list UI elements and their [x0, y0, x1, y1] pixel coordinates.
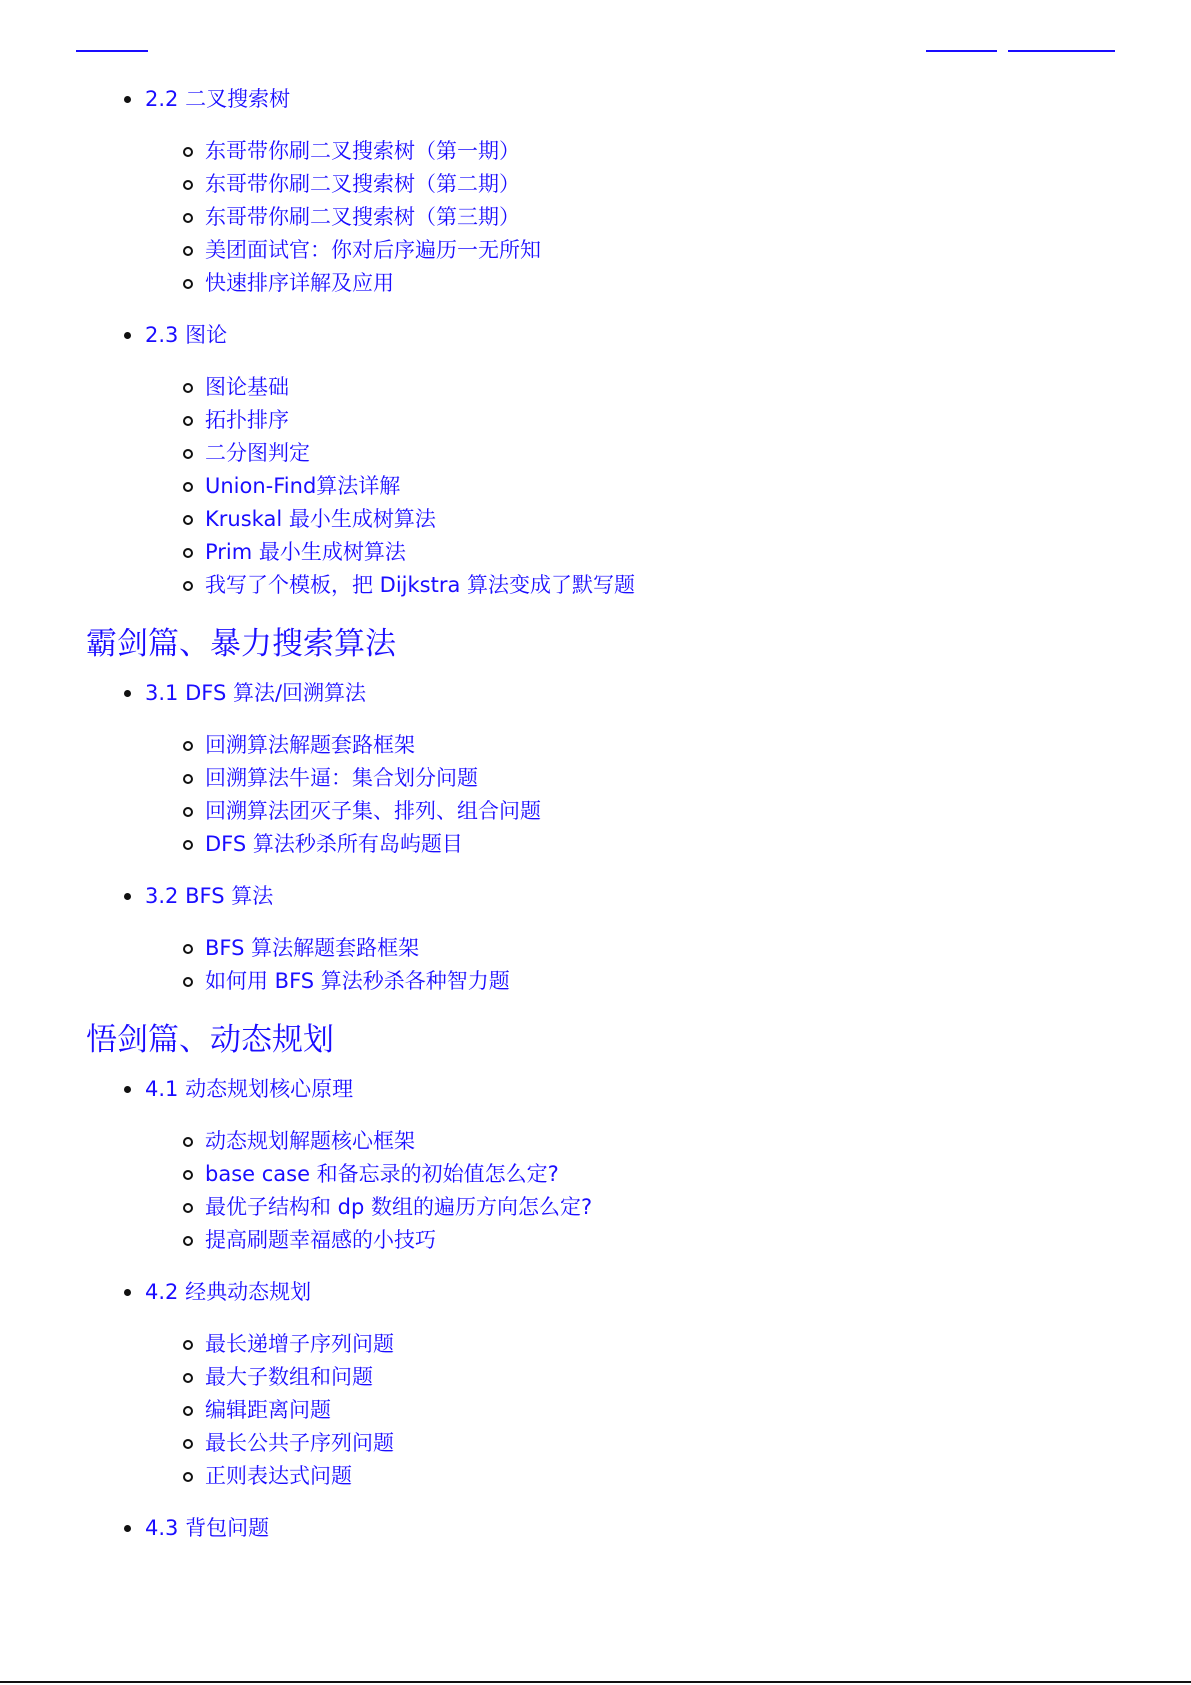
circle-bullet-icon	[183, 1170, 193, 1180]
disc-bullet-icon	[124, 690, 131, 697]
toc-item[interactable]	[86, 201, 1126, 234]
toc-item-label[interactable]: 快速排序详解及应用	[205, 271, 394, 295]
toc-item[interactable]	[86, 828, 1126, 861]
toc-item[interactable]	[86, 1191, 1126, 1224]
toc-item-label[interactable]: 美团面试官：你对后序遍历一无所知	[205, 238, 541, 262]
top-link-underline-middle[interactable]	[926, 50, 997, 52]
circle-bullet-icon	[183, 977, 193, 987]
toc-items-bfs	[86, 932, 1126, 998]
circle-bullet-icon	[183, 1236, 193, 1246]
toc-item[interactable]	[86, 762, 1126, 795]
toc-item-label[interactable]: 东哥带你刷二叉搜索树（第二期）	[205, 172, 520, 196]
toc-item-label[interactable]: DFS 算法秒杀所有岛屿题目	[205, 832, 463, 856]
toc-item-label[interactable]: 图论基础	[205, 375, 289, 399]
toc-item[interactable]	[86, 1224, 1126, 1257]
circle-bullet-icon	[183, 213, 193, 223]
toc-item-label[interactable]: 最优子结构和 dp 数组的遍历方向怎么定?	[205, 1195, 593, 1219]
toc-item-label[interactable]: 最大子数组和问题	[205, 1365, 373, 1389]
toc-item[interactable]	[86, 234, 1126, 267]
circle-bullet-icon	[183, 1472, 193, 1482]
toc-group-label[interactable]: 4.3 背包问题	[145, 1516, 270, 1540]
toc-item[interactable]	[86, 470, 1126, 503]
toc-item-label[interactable]: Kruskal 最小生成树算法	[205, 507, 436, 531]
toc-item[interactable]	[86, 404, 1126, 437]
toc-item-label[interactable]: 回溯算法解题套路框架	[205, 733, 415, 757]
circle-bullet-icon	[183, 774, 193, 784]
toc-items-bst	[86, 135, 1126, 300]
toc-item[interactable]	[86, 932, 1126, 965]
section-heading-brute-force[interactable]: 霸剑篇、暴力搜索算法	[86, 626, 396, 662]
toc-item[interactable]	[86, 1427, 1126, 1460]
toc-item-label[interactable]: 最长公共子序列问题	[205, 1431, 394, 1455]
toc-item[interactable]	[86, 1460, 1126, 1493]
toc-item-label[interactable]: 如何用 BFS 算法秒杀各种智力题	[205, 969, 510, 993]
toc-group-bst[interactable]	[86, 84, 1126, 114]
toc-group-label[interactable]: 2.3 图论	[145, 323, 228, 347]
toc-item-label[interactable]: 我写了个模板，把 Dijkstra 算法变成了默写题	[205, 573, 636, 597]
toc-group-knapsack[interactable]	[86, 1513, 1126, 1543]
toc-item-label[interactable]: 回溯算法牛逼：集合划分问题	[205, 766, 478, 790]
toc-item-label[interactable]: BFS 算法解题套路框架	[205, 936, 420, 960]
toc-item[interactable]	[86, 135, 1126, 168]
toc-item[interactable]	[86, 1328, 1126, 1361]
circle-bullet-icon	[183, 1340, 193, 1350]
circle-bullet-icon	[183, 515, 193, 525]
circle-bullet-icon	[183, 1137, 193, 1147]
disc-bullet-icon	[124, 1289, 131, 1296]
section-heading-dynamic-programming[interactable]: 悟剑篇、动态规划	[86, 1022, 334, 1058]
circle-bullet-icon	[183, 581, 193, 591]
toc-item[interactable]	[86, 569, 1126, 602]
toc-item[interactable]	[86, 729, 1126, 762]
toc-items-graph	[86, 371, 1126, 602]
toc-item-label[interactable]: 最长递增子序列问题	[205, 1332, 394, 1356]
disc-bullet-icon	[124, 1525, 131, 1532]
toc-items-dp-core	[86, 1125, 1126, 1257]
toc-item-label[interactable]: Prim 最小生成树算法	[205, 540, 406, 564]
disc-bullet-icon	[124, 893, 131, 900]
toc-group-graph[interactable]	[86, 320, 1126, 350]
circle-bullet-icon	[183, 449, 193, 459]
toc-item[interactable]	[86, 1394, 1126, 1427]
circle-bullet-icon	[183, 1439, 193, 1449]
toc-item-label[interactable]: Union-Find算法详解	[205, 474, 401, 498]
toc-item[interactable]	[86, 371, 1126, 404]
toc-item-label[interactable]: 东哥带你刷二叉搜索树（第一期）	[205, 139, 520, 163]
disc-bullet-icon	[124, 332, 131, 339]
toc-group-label[interactable]: 3.1 DFS 算法/回溯算法	[145, 681, 367, 705]
circle-bullet-icon	[183, 944, 193, 954]
circle-bullet-icon	[183, 807, 193, 817]
toc-section-dynamic-programming	[86, 1074, 1126, 1543]
toc-item[interactable]	[86, 1125, 1126, 1158]
toc-item-label[interactable]: 拓扑排序	[205, 408, 289, 432]
toc-item[interactable]	[86, 1158, 1126, 1191]
toc-item-label[interactable]: 编辑距离问题	[205, 1398, 331, 1422]
circle-bullet-icon	[183, 383, 193, 393]
circle-bullet-icon	[183, 1203, 193, 1213]
circle-bullet-icon	[183, 548, 193, 558]
circle-bullet-icon	[183, 147, 193, 157]
circle-bullet-icon	[183, 1373, 193, 1383]
toc-item-label[interactable]: 动态规划解题核心框架	[205, 1129, 415, 1153]
toc-group-dfs[interactable]	[86, 678, 1126, 708]
toc-group-label[interactable]: 4.2 经典动态规划	[145, 1280, 312, 1304]
toc-item[interactable]	[86, 503, 1126, 536]
toc-group-label[interactable]: 2.2 二叉搜索树	[145, 87, 291, 111]
toc-item-label[interactable]: 东哥带你刷二叉搜索树（第三期）	[205, 205, 520, 229]
disc-bullet-icon	[124, 96, 131, 103]
toc-item-label[interactable]: base case 和备忘录的初始值怎么定?	[205, 1162, 559, 1186]
toc-item-label[interactable]: 回溯算法团灭子集、排列、组合问题	[205, 799, 541, 823]
circle-bullet-icon	[183, 180, 193, 190]
toc-items-dfs	[86, 729, 1126, 861]
disc-bullet-icon	[124, 1086, 131, 1093]
top-link-underline-right[interactable]	[1008, 50, 1115, 52]
toc-group-label[interactable]: 3.2 BFS 算法	[145, 884, 274, 908]
circle-bullet-icon	[183, 482, 193, 492]
toc-group-dp-classic[interactable]	[86, 1277, 1126, 1307]
toc-item[interactable]	[86, 267, 1126, 300]
top-link-underline-left[interactable]	[76, 50, 148, 52]
circle-bullet-icon	[183, 741, 193, 751]
toc-item[interactable]	[86, 437, 1126, 470]
toc-item-label[interactable]: 提高刷题幸福感的小技巧	[205, 1228, 436, 1252]
toc-section-brute-force	[86, 678, 1126, 998]
toc-group-bfs[interactable]	[86, 881, 1126, 911]
toc-item[interactable]	[86, 536, 1126, 569]
toc-item[interactable]	[86, 168, 1126, 201]
circle-bullet-icon	[183, 1406, 193, 1416]
toc-group-dp-core[interactable]	[86, 1074, 1126, 1104]
toc-item[interactable]	[86, 965, 1126, 998]
toc-item[interactable]	[86, 1361, 1126, 1394]
toc-group-label[interactable]: 4.1 动态规划核心原理	[145, 1077, 354, 1101]
table-of-contents	[86, 84, 1126, 1543]
toc-item-label[interactable]: 二分图判定	[205, 441, 310, 465]
circle-bullet-icon	[183, 416, 193, 426]
page-bottom-rule	[0, 1681, 1191, 1683]
toc-item-label[interactable]: 正则表达式问题	[205, 1464, 352, 1488]
circle-bullet-icon	[183, 279, 193, 289]
toc-item[interactable]	[86, 795, 1126, 828]
toc-section-graph-tree	[86, 84, 1126, 602]
circle-bullet-icon	[183, 840, 193, 850]
circle-bullet-icon	[183, 246, 193, 256]
toc-items-dp-classic	[86, 1328, 1126, 1493]
